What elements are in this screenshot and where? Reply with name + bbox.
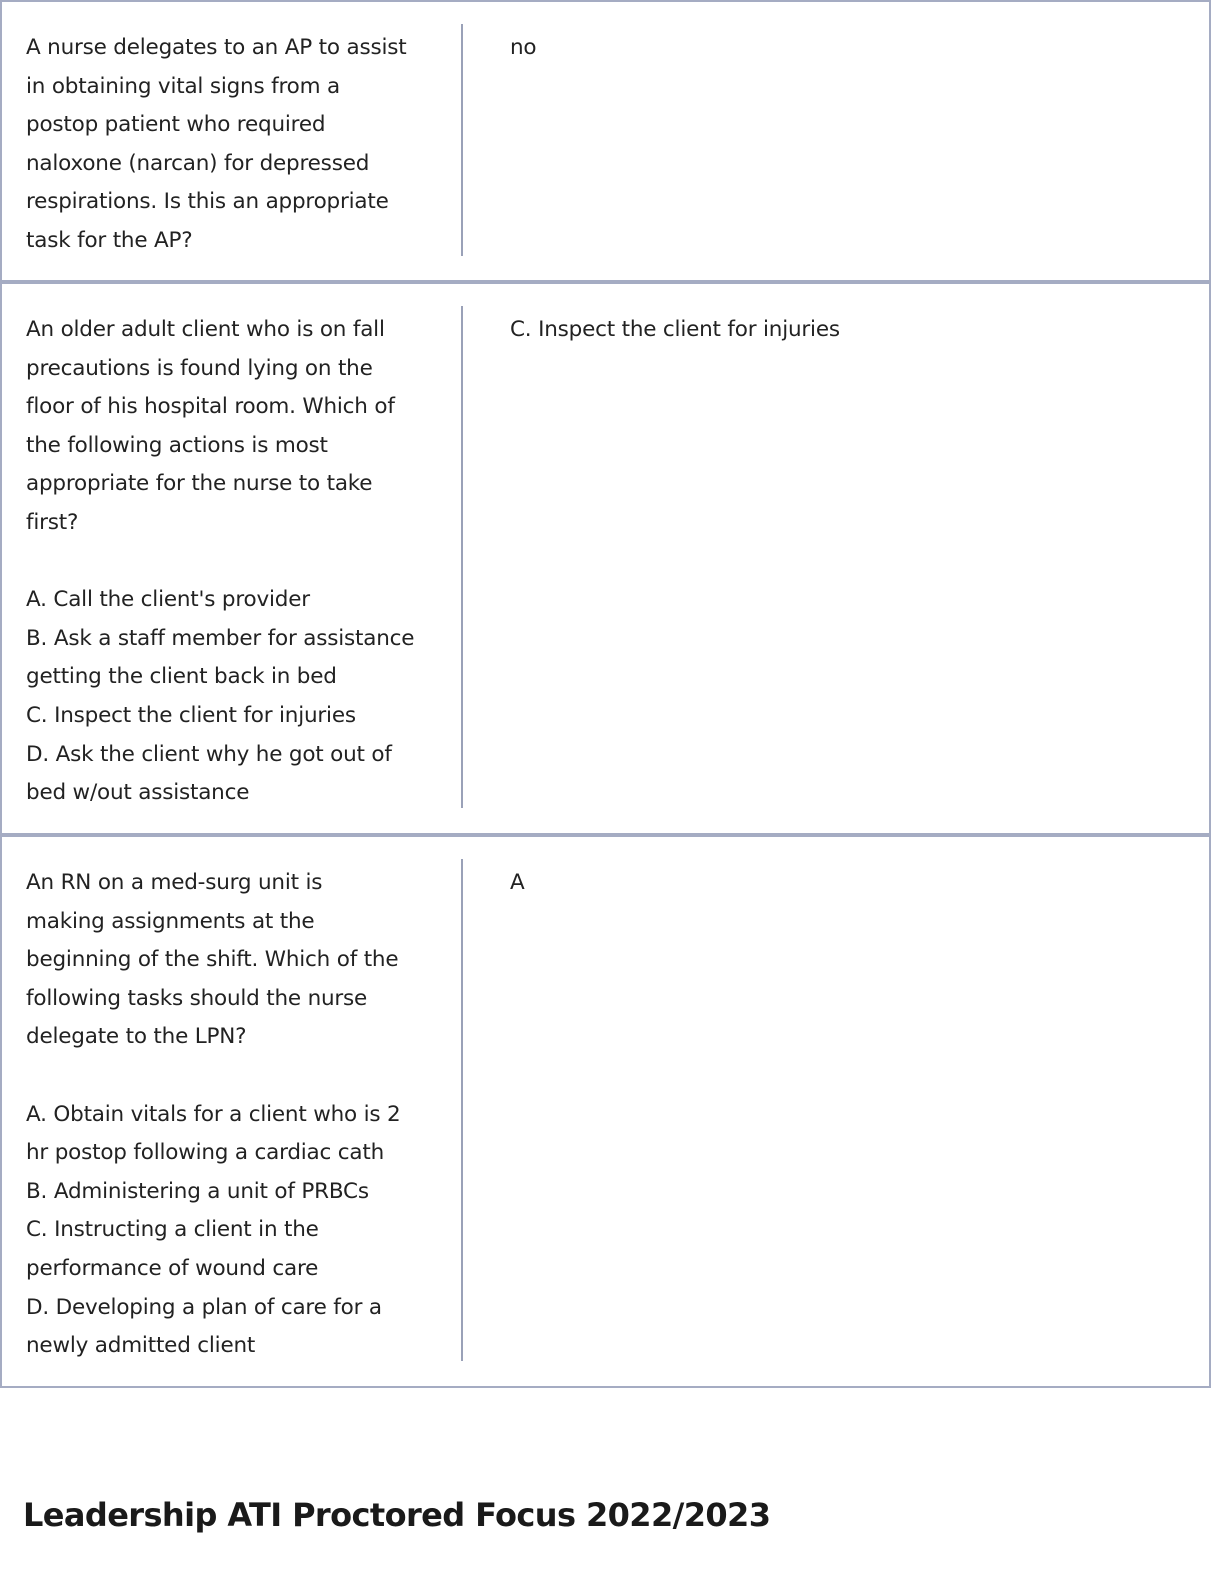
flashcard — [0, 835, 1211, 1388]
card-divider — [461, 24, 463, 256]
card-divider — [461, 306, 463, 808]
card-term: An older adult client who is on fall precautions is found lying on the floor of his hospital room. Which of the following actions is most appropriate for the nurse to take first? A. Call the client's provider B. Ask a staff member for assistance getting the client back in bed C. Inspect the client for injuries D. Ask the client why he got out of bed w/out assistance — [26, 317, 415, 806]
card-definition: no — [510, 35, 537, 60]
card-definition: A — [510, 870, 525, 895]
document-title: Leadership ATI Proctored Focus 2022/2023 — [23, 1496, 771, 1534]
card-definition: C. Inspect the client for injuries — [510, 317, 840, 342]
card-term: An RN on a med-surg unit is making assignments at the beginning of the shift. Which of the following tasks should the nurse delegate to the LPN? A. Obtain vitals for a client who is 2 hr postop following a cardiac cath B. Administering a unit of PRBCs C. Instructing a client in the performance of wound care D. Developing a plan of care for a newly admitted client — [26, 870, 401, 1359]
flashcard — [0, 282, 1211, 835]
card-term: A nurse delegates to an AP to assist in obtaining vital signs from a postop patient who required naloxone (narcan) for depressed respirations. Is this an appropriate task for the AP? — [26, 35, 407, 253]
card-divider — [461, 859, 463, 1361]
flashcard — [0, 0, 1211, 282]
